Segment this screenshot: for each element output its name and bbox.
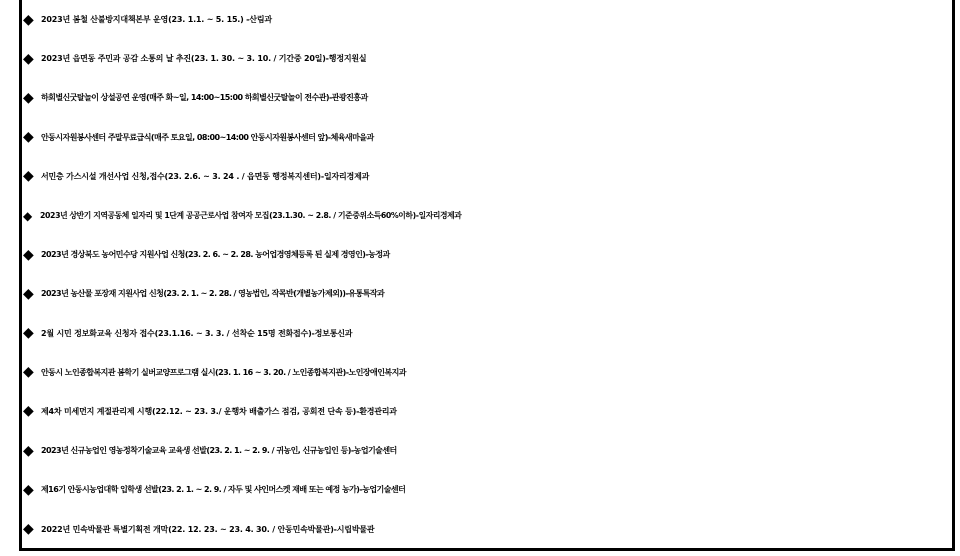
notice-item[interactable]	[23, 392, 953, 431]
notice-item[interactable]	[23, 235, 953, 274]
diamond-bullet-icon: ◆	[23, 403, 34, 420]
diamond-bullet-icon: ◆	[23, 129, 34, 146]
notice-item[interactable]	[23, 314, 953, 353]
notice-item-text: 제16기 안동시농업대학 입학생 선발(23. 2. 1. ~ 2. 9. / 자두 및 샤인머스켓 재배 또는 예정 농가)-농업기술센터	[41, 485, 406, 495]
notice-item-text: 2023년 농산물 포장재 지원사업 신청(23. 2. 1. ~ 2. 28. / 영농법인, 작목반(개별농가제외))-유통특작과	[41, 289, 385, 299]
notice-item-text: 2023년 경상북도 농어민수당 지원사업 신청(23. 2. 6. ~ 2. 28. 농어업경영체등록 된 실제 경영인)-농정과	[41, 250, 390, 260]
notice-item[interactable]	[23, 0, 953, 39]
notice-item-text: 2023년 봄철 산불방지대책본부 운영(23. 1.1. ~ 5. 15.) -산림과	[41, 15, 272, 25]
notice-item-text: 안동시자원봉사센터 주말무료급식(매주 토요일, 08:00~14:00 안동시자원봉사센터 앞)-체육새마을과	[41, 132, 374, 142]
notice-item-text: 안동시 노인종합복지관 봄학기 실버교양프로그램 실시(23. 1. 16 ~ 3. 20. / 노인종합복지관)-노인장애인복지과	[41, 367, 406, 377]
notice-item[interactable]	[23, 470, 953, 509]
notice-item[interactable]	[23, 509, 953, 548]
diamond-bullet-icon: ◆	[23, 442, 34, 459]
notice-item[interactable]	[23, 39, 953, 78]
diamond-bullet-icon: ◆	[23, 285, 34, 302]
notice-item-text: 2022년 민속박물관 특별기획전 개막(22. 12. 23. ~ 23. 4. 30. / 안동민속박물관)-시립박물관	[41, 524, 375, 534]
diamond-bullet-icon: ◆	[23, 11, 34, 28]
notice-item[interactable]	[23, 118, 953, 157]
notice-item[interactable]	[23, 196, 953, 235]
diamond-bullet-icon: ◆	[23, 364, 34, 381]
diamond-bullet-icon: ◆	[23, 168, 34, 185]
notice-item[interactable]	[23, 274, 953, 313]
notice-item[interactable]	[23, 431, 953, 470]
notice-item-text: 2023년 읍면동 주민과 공감 소통의 날 추진(23. 1. 30. ~ 3. 10. / 기간중 20일)-행정지원실	[41, 54, 367, 64]
diamond-bullet-icon: ◆	[23, 89, 34, 106]
notice-item-text: 제4차 미세먼지 계절관리제 시행(22.12. ~ 23. 3./ 운행차 배출가스 점검, 공회전 단속 등)-환경관리과	[41, 406, 397, 416]
diamond-bullet-icon: ◆	[23, 325, 34, 342]
notice-item-text: 2023년 상반기 지역공동체 일자리 및 1단계 공공근로사업 참여자 모집(23.1.30. ~ 2.8. / 기준중위소득60%이하)-일자리경제과	[40, 211, 462, 221]
notice-item[interactable]	[23, 78, 953, 117]
diamond-bullet-icon: ◆	[23, 208, 32, 223]
notice-item[interactable]	[23, 157, 953, 196]
notice-item-text: 하회별신굿탈놀이 상설공연 운영(매주 화~일, 14:00~15:00 하회별신굿탈놀이 전수관)-관광진흥과	[41, 93, 368, 103]
diamond-bullet-icon: ◆	[23, 246, 34, 263]
notice-item-text: 2023년 신규농업인 영농정착기술교육 교육생 선발(23. 2. 1. ~ 2. 9. / 귀농인, 신규농입인 등)-농업기술센터	[41, 446, 397, 456]
notice-list	[23, 0, 953, 549]
diamond-bullet-icon: ◆	[23, 481, 34, 498]
notice-item-text: 서민층 가스시설 개선사업 신청,접수(23. 2.6. ~ 3. 24 . / 읍면동 행정복지센터)-일자리경제과	[41, 171, 370, 181]
notice-item[interactable]	[23, 353, 953, 392]
diamond-bullet-icon: ◆	[23, 50, 34, 67]
notice-item-text: 2월 시민 정보화교육 신청자 접수(23.1.16. ~ 3. 3. / 선착순 15명 전화접수)-정보통신과	[41, 328, 353, 338]
diamond-bullet-icon: ◆	[23, 521, 34, 538]
